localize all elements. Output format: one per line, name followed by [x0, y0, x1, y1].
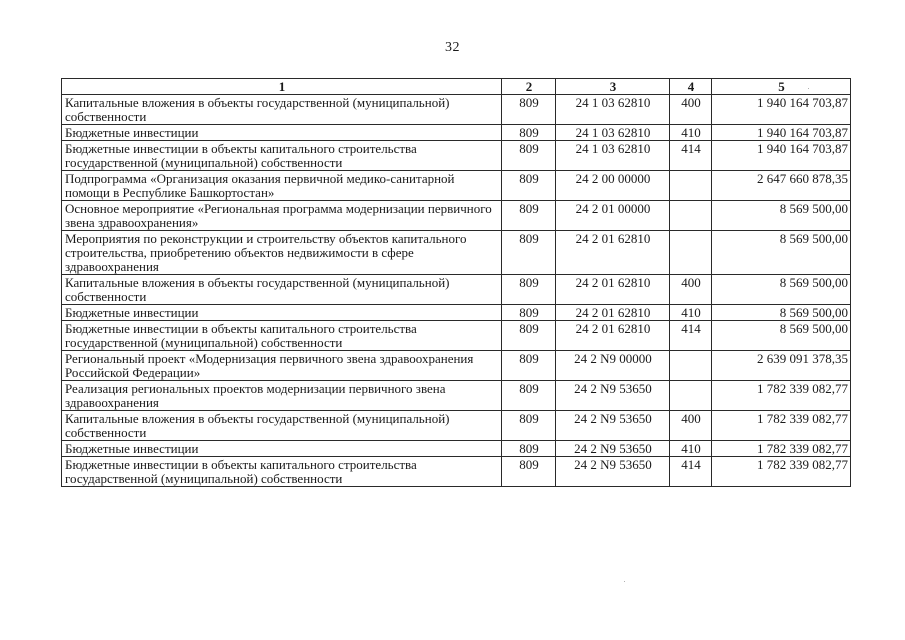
cell-name: Бюджетные инвестиции	[62, 125, 502, 141]
scan-speck	[808, 88, 809, 89]
cell-sum: 8 569 500,00	[712, 305, 851, 321]
cell-name: Капитальные вложения в объекты государственной (муниципальной) собственности	[62, 95, 502, 125]
cell-sum: 1 940 164 703,87	[712, 95, 851, 125]
cell-name: Основное мероприятие «Региональная программа модернизации первичного звена здравоохранения»	[62, 201, 502, 231]
cell-name: Бюджетные инвестиции	[62, 305, 502, 321]
cell-csr: 24 2 N9 00000	[556, 351, 670, 381]
cell-name: Мероприятия по реконструкции и строительству объектов капитального строительства, приобретению объектов недвижимости в сфере здравоохранения	[62, 231, 502, 275]
cell-name: Бюджетные инвестиции	[62, 441, 502, 457]
column-header-1: 1	[62, 79, 502, 95]
cell-gr: 809	[502, 141, 556, 171]
table-header-row	[62, 79, 851, 95]
cell-csr: 24 1 03 62810	[556, 95, 670, 125]
cell-gr: 809	[502, 457, 556, 487]
cell-name: Бюджетные инвестиции в объекты капитального строительства государственной (муниципальной) собственности	[62, 457, 502, 487]
cell-gr: 809	[502, 441, 556, 457]
cell-vr	[670, 381, 712, 411]
column-header-5: 5	[712, 79, 851, 95]
cell-vr: 414	[670, 457, 712, 487]
cell-sum: 1 782 339 082,77	[712, 381, 851, 411]
cell-csr: 24 2 01 62810	[556, 231, 670, 275]
table-row	[62, 275, 851, 305]
cell-csr: 24 2 01 62810	[556, 321, 670, 351]
cell-vr: 414	[670, 141, 712, 171]
budget-table	[61, 78, 851, 487]
cell-csr: 24 2 N9 53650	[556, 457, 670, 487]
cell-csr: 24 2 N9 53650	[556, 441, 670, 457]
cell-name: Подпрограмма «Организация оказания первичной медико-санитарной помощи в Республике Башкортостан»	[62, 171, 502, 201]
cell-name: Региональный проект «Модернизация первичного звена здравоохранения Российской Федерации»	[62, 351, 502, 381]
table-row	[62, 441, 851, 457]
cell-sum: 1 782 339 082,77	[712, 441, 851, 457]
cell-csr: 24 2 01 00000	[556, 201, 670, 231]
cell-vr: 414	[670, 321, 712, 351]
cell-sum: 1 782 339 082,77	[712, 411, 851, 441]
table-body	[62, 79, 851, 487]
cell-sum: 8 569 500,00	[712, 201, 851, 231]
cell-vr: 400	[670, 95, 712, 125]
cell-gr: 809	[502, 201, 556, 231]
cell-gr: 809	[502, 381, 556, 411]
table-row	[62, 141, 851, 171]
cell-csr: 24 1 03 62810	[556, 125, 670, 141]
cell-gr: 809	[502, 95, 556, 125]
cell-sum: 1 940 164 703,87	[712, 125, 851, 141]
cell-vr	[670, 201, 712, 231]
table-row	[62, 171, 851, 201]
cell-vr: 410	[670, 305, 712, 321]
cell-csr: 24 1 03 62810	[556, 141, 670, 171]
cell-name: Капитальные вложения в объекты государственной (муниципальной) собственности	[62, 275, 502, 305]
table-row	[62, 95, 851, 125]
page-number: 32	[445, 40, 460, 55]
cell-vr: 400	[670, 411, 712, 441]
cell-csr: 24 2 00 00000	[556, 171, 670, 201]
table-row	[62, 125, 851, 141]
cell-name: Реализация региональных проектов модернизации первичного звена здравоохранения	[62, 381, 502, 411]
cell-sum: 2 647 660 878,35	[712, 171, 851, 201]
cell-csr: 24 2 01 62810	[556, 305, 670, 321]
table-row	[62, 305, 851, 321]
cell-sum: 8 569 500,00	[712, 231, 851, 275]
cell-sum: 8 569 500,00	[712, 275, 851, 305]
cell-gr: 809	[502, 125, 556, 141]
cell-sum: 1 940 164 703,87	[712, 141, 851, 171]
cell-vr: 410	[670, 441, 712, 457]
cell-vr: 400	[670, 275, 712, 305]
table-row	[62, 411, 851, 441]
cell-vr: 410	[670, 125, 712, 141]
cell-vr	[670, 231, 712, 275]
table-row	[62, 381, 851, 411]
column-header-2: 2	[502, 79, 556, 95]
table-row	[62, 201, 851, 231]
cell-csr: 24 2 N9 53650	[556, 381, 670, 411]
cell-csr: 24 2 01 62810	[556, 275, 670, 305]
cell-gr: 809	[502, 351, 556, 381]
column-header-4: 4	[670, 79, 712, 95]
cell-gr: 809	[502, 275, 556, 305]
cell-vr	[670, 351, 712, 381]
table-row	[62, 231, 851, 275]
cell-name: Капитальные вложения в объекты государственной (муниципальной) собственности	[62, 411, 502, 441]
cell-gr: 809	[502, 231, 556, 275]
cell-sum: 1 782 339 082,77	[712, 457, 851, 487]
table-row	[62, 457, 851, 487]
column-header-3: 3	[556, 79, 670, 95]
cell-gr: 809	[502, 305, 556, 321]
scan-speck	[624, 581, 625, 582]
cell-gr: 809	[502, 171, 556, 201]
table-row	[62, 321, 851, 351]
cell-gr: 809	[502, 411, 556, 441]
cell-sum: 2 639 091 378,35	[712, 351, 851, 381]
cell-sum: 8 569 500,00	[712, 321, 851, 351]
cell-name: Бюджетные инвестиции в объекты капитального строительства государственной (муниципальной) собственности	[62, 141, 502, 171]
cell-vr	[670, 171, 712, 201]
cell-name: Бюджетные инвестиции в объекты капитального строительства государственной (муниципальной) собственности	[62, 321, 502, 351]
cell-gr: 809	[502, 321, 556, 351]
cell-csr: 24 2 N9 53650	[556, 411, 670, 441]
table-row	[62, 351, 851, 381]
